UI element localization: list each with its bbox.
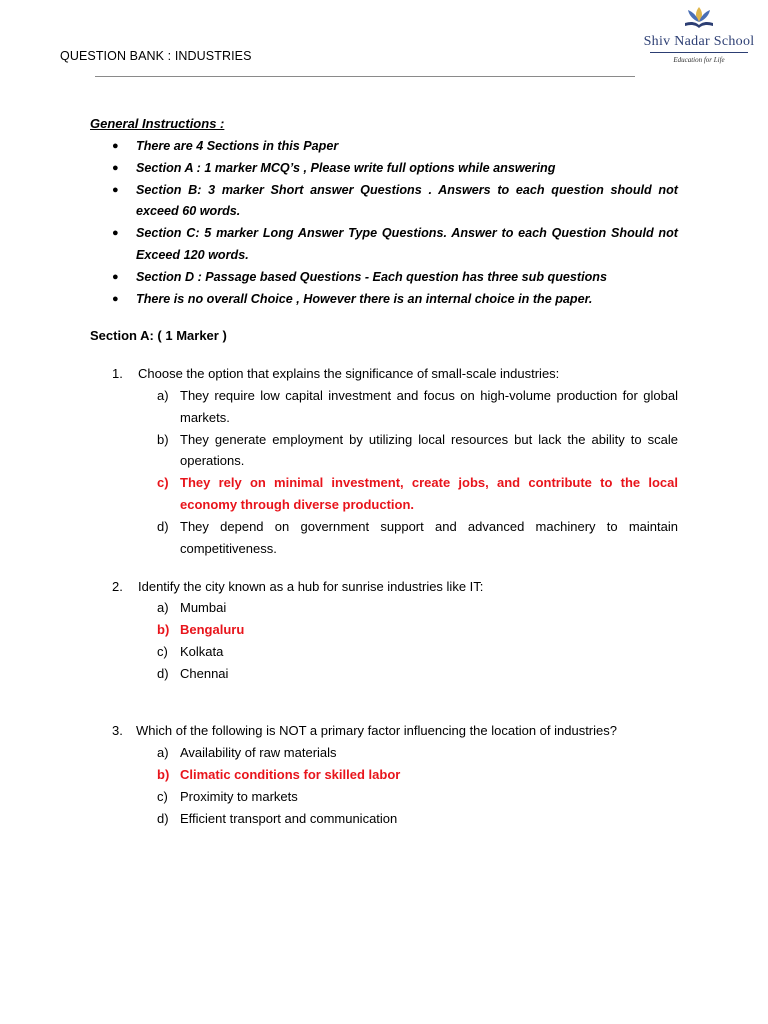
question-text: Choose the option that explains the significance of small-scale industries: — [138, 366, 560, 381]
question-text: Identify the city known as a hub for sunrise industries like IT: — [138, 579, 484, 594]
logo-tagline: Education for Life — [673, 56, 725, 64]
option-a: a) They require low capital investment and focus on high-volume production for global markets. — [157, 388, 678, 425]
question-1 — [112, 364, 678, 559]
instruction-item: ● Section B: 3 marker Short answer Questions . Answers to each question should not exceed 60 words. — [90, 180, 678, 224]
bullet-icon: ● — [112, 270, 119, 283]
logo-divider — [650, 52, 748, 53]
instruction-item: ● Section D : Passage based Questions - Each question has three sub questions — [90, 267, 678, 289]
question-stem — [112, 577, 678, 597]
options-list — [112, 385, 678, 559]
option-c: c) Kolkata — [157, 643, 224, 659]
option-b-correct: b) Bengaluru — [157, 621, 245, 637]
question-stem — [112, 721, 678, 741]
option-b: b) They generate employment by utilizing local resources but lack the ability to scale operations. — [157, 431, 678, 469]
instruction-item: ● Section A : 1 marker MCQ’s , Please write full options while answering — [90, 158, 678, 180]
instruction-item: ● There are 4 Sections in this Paper — [90, 136, 678, 158]
option-d: d) They depend on government support and advanced machinery to maintain competitiveness. — [157, 518, 678, 556]
section-a-heading: Section A: ( 1 Marker ) — [90, 328, 227, 343]
header-divider — [95, 76, 635, 77]
options-list — [112, 597, 678, 685]
question-stem — [112, 364, 678, 384]
question-number: 1. — [112, 366, 123, 381]
school-logo — [640, 5, 758, 67]
bullet-icon: ● — [112, 183, 119, 196]
bullet-icon: ● — [112, 292, 119, 305]
bullet-icon: ● — [112, 161, 119, 174]
question-3 — [112, 721, 678, 830]
option-a: a) Mumbai — [157, 600, 227, 615]
option-a: a) Availability of raw materials — [157, 745, 337, 760]
option-c-correct: c) They rely on minimal investment, create jobs, and contribute to the local economy through diverse production. — [157, 475, 678, 512]
instructions-heading: General Instructions : — [90, 116, 225, 131]
instruction-item: ● Section C: 5 marker Long Answer Type Questions. Answer to each Question Should not Exceed 120 words. — [90, 223, 678, 267]
question-number: 3. — [112, 723, 123, 738]
question-text: Which of the following is NOT a primary factor influencing the location of industries? — [136, 723, 617, 738]
bullet-icon: ● — [112, 140, 119, 152]
lotus-book-icon — [683, 5, 715, 31]
question-number: 2. — [112, 579, 123, 594]
options-list — [112, 742, 678, 830]
option-b-correct: b) Climatic conditions for skilled labor — [157, 766, 401, 782]
option-d: d) Efficient transport and communication — [157, 811, 398, 827]
document-title: QUESTION BANK : INDUSTRIES — [60, 49, 252, 63]
instruction-item: ● There is no overall Choice , However there is an internal choice in the paper. — [90, 289, 678, 311]
logo-school-name: Shiv Nadar School — [643, 34, 755, 49]
bullet-icon: ● — [112, 227, 119, 240]
question-2 — [112, 577, 678, 685]
option-d: d) Chennai — [157, 666, 229, 682]
instructions-list — [90, 136, 678, 310]
option-c: c) Proximity to markets — [157, 788, 298, 804]
